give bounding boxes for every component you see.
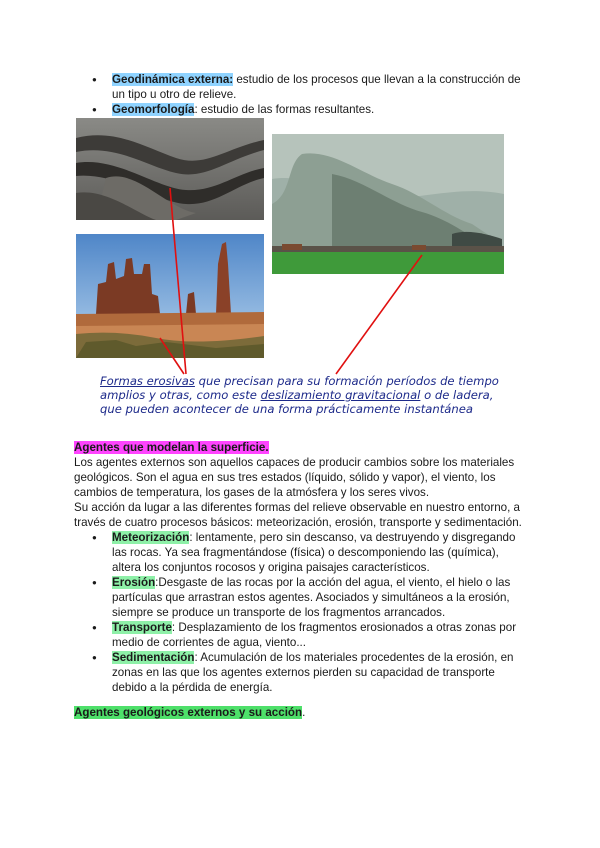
definition-text: estudio de los procesos que llevan a la construcción de un tipo u otro de relieve. [112, 73, 521, 101]
caption-link-landslide: deslizamiento gravitacional [260, 388, 421, 402]
section-heading-external-agents: Agentes geológicos externos y su acción. [74, 706, 306, 719]
term-highlight: Erosión [112, 576, 156, 589]
caption-text-end: o de ladera, que pueden acontecer de una forma prácticamente instantánea [100, 388, 494, 416]
term-highlight: Geomorfología [112, 103, 195, 116]
section-agents [74, 440, 526, 695]
figure-caption [100, 374, 500, 416]
caption-text: que precisan para su formación períodos de tiempo amplios y otras, como este [100, 374, 499, 402]
paragraph: Su acción da lugar a las diferentes formas del relieve observable en nuestro entorno, a través de cuatro procesos básicos: meteorización, erosión, transporte y sedimentación. [74, 501, 522, 529]
term-highlight: Geodinámica externa: [112, 73, 234, 86]
definition-text: :Desgaste de las rocas por la acción del agua, el viento, el hielo o las partículas que arrastran estos agentes. Asociados y simultáneos a la erosión, siempre se produce un transporte de los fragmentos arrancados. [112, 576, 511, 619]
definition-text: : Desplazamiento de los fragmentos erosionados a otras zonas por medio de corrientes de agua, viento... [112, 621, 517, 649]
list-item [92, 620, 526, 650]
list-item [92, 650, 526, 695]
definition-text: : Acumulación de los materiales procedentes de la erosión, en zonas en las que los agentes externos pierden su capacidad de transporte debido a la pérdida de energía. [112, 651, 514, 694]
paragraph: Los agentes externos son aquellos capaces de producir cambios sobre los materiales geológicos. Son el agua en sus tres estados (líquido, sólido y vapor), el viento, los cambios de temperatura, los gases de la atmósfera y los seres vivos. [74, 456, 515, 499]
list-item [92, 575, 526, 620]
caption-link-erosive: Formas erosivas [100, 374, 195, 388]
definition-text: : lentamente, pero sin descanso, va destruyendo y disgregando las rocas. Ya sea fragmentándose (física) o descomponiendo las (química), altera los conjuntos rocosos y origina paisajes característicos. [112, 531, 516, 574]
list-item [92, 530, 526, 575]
term-highlight: Transporte [112, 621, 172, 634]
term-highlight: Sedimentación [112, 651, 195, 664]
annotation-arrows [0, 0, 600, 420]
section-heading: Agentes que modelan la superficie. [74, 441, 269, 454]
definition-text: : estudio de las formas resultantes. [194, 103, 375, 116]
term-highlight: Meteorización [112, 531, 190, 544]
process-list [92, 530, 526, 695]
